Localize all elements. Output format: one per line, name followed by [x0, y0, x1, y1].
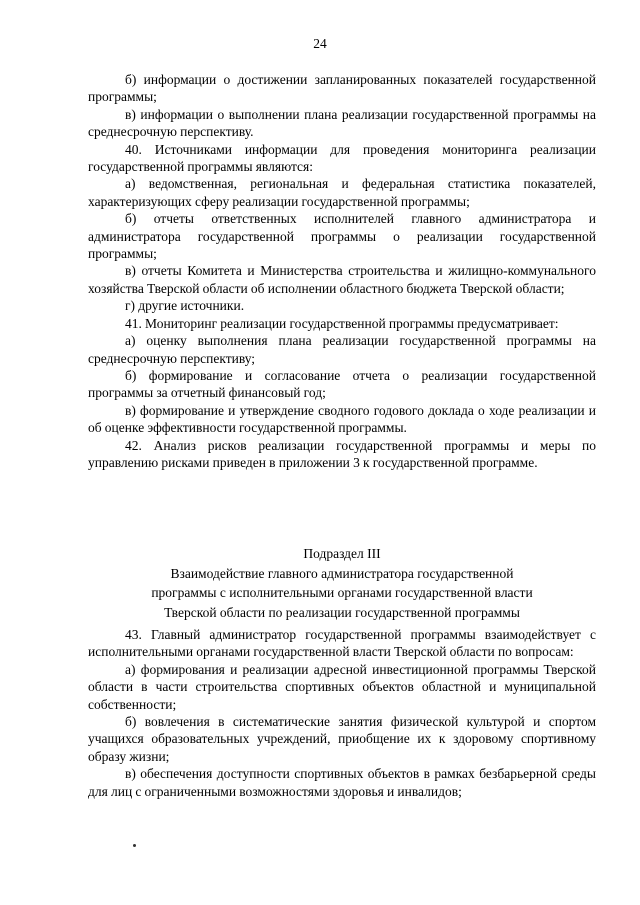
- scan-speck: [133, 844, 136, 847]
- paragraph-43: 43. Главный администратор государственной программы взаимодействует с исполнительными органами государственной власти Тверской области по вопросам:: [88, 627, 596, 660]
- paragraph-40d: г) другие источники.: [125, 298, 245, 314]
- paragraph-41: 41. Мониторинг реализации государственной программы предусматривает:: [125, 315, 559, 331]
- section-heading-title-line-3: Тверской области по реализации государственной программы: [164, 604, 520, 620]
- paragraph-39b: б) информации о достижении запланированных показателей государственной программы;: [88, 72, 596, 105]
- paragraph-43a: а) формирования и реализации адресной инвестиционной программы Тверской области в части строительства спортивных объектов областной и муниципальной собственности;: [88, 661, 596, 712]
- paragraph-42: 42. Анализ рисков реализации государственной программы и меры по управлению рисками приведен в приложении 3 к государственной программе.: [88, 437, 596, 470]
- page-number: 24: [313, 36, 327, 51]
- paragraph-40c: в) отчеты Комитета и Министерства строительства и жилищно-коммунального хозяйства Тверской области об исполнении областного бюджета Тверской области;: [88, 263, 596, 296]
- paragraph-43b: б) вовлечения в систематические занятия физической культурой и спортом учащихся образовательных учреждений, приобщение их к здоровому спортивному образу жизни;: [88, 714, 596, 764]
- paragraph-41a: а) оценку выполнения плана реализации государственной программы на среднесрочную перспективу;: [88, 333, 596, 366]
- bottom-text-block: [88, 626, 596, 800]
- section-heading-title-line-1: Взаимодействие главного администратора государственной: [170, 565, 514, 581]
- top-text-block: [88, 71, 596, 471]
- section-heading-title-line-2: программы с исполнительными органами государственной власти: [151, 585, 533, 601]
- paragraph-40b: б) отчеты ответственных исполнителей главного администратора и администратора государственной программы о реализации государственной программы;: [88, 211, 596, 262]
- paragraph-40: 40. Источниками информации для проведения мониторинга реализации государственной программы являются:: [88, 141, 596, 175]
- paragraph-40a: а) ведомственная, региональная и федеральная статистика показателей, характеризующих сферу реализации государственной программы;: [88, 176, 596, 209]
- section-heading-number: Подраздел III: [303, 546, 381, 561]
- paragraph-43c: в) обеспечения доступности спортивных объектов в рамках безбарьерной среды для лиц с ограниченными возможностями здоровья и инвалидов;: [88, 766, 596, 799]
- paragraph-39c: в) информации о выполнении плана реализации государственной программы на среднесрочную перспективу.: [88, 106, 596, 140]
- paragraph-41b: б) формирование и согласование отчета о реализации государственной программы за отчетный финансовый год;: [88, 367, 596, 401]
- paragraph-41c: в) формирование и утверждение сводного годового доклада о ходе реализации и об оценке эффективности государственной программы.: [88, 402, 596, 436]
- section-heading: [88, 544, 596, 622]
